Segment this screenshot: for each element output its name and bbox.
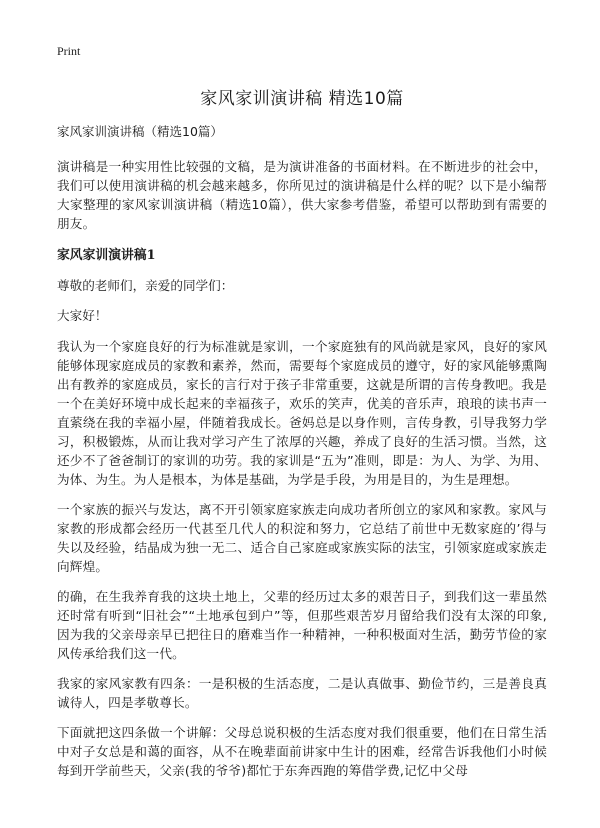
- salutation-line: 大家好！: [57, 308, 108, 323]
- body-paragraph-4: 我家的家风家教有四条：一是积极的生活态度，二是认真做事、勤俭节约，三是善良真诚待人，四是孝敬尊长。: [57, 676, 547, 710]
- body-paragraph-3: 的确，在生我养育我的这块土地上，父辈的经历过太多的艰苦日子，到我们这一辈虽然还时常有听到“旧社会”“土地承包到户”等，但那些艰苦岁月留给我们没有太深的印象,因为我的父亲母亲早已把往日的磨难当作一种精神，一种积极面对生活，勤劳节俭的家风传承给我们这一代。: [57, 589, 547, 661]
- document-subtitle: 家风家训演讲稿（精选10篇）: [57, 124, 223, 139]
- section-heading: 家风家训演讲稿1: [57, 248, 156, 263]
- body-paragraph-5: 下面就把这四条做一个讲解：父母总说积极的生活态度对我们很重要，他们在日常生活中对子女总是和蔼的面容，从不在晚辈面前讲家中生计的困难，经常告诉我他们小时候每到开学前些天，父亲(我的爷爷)都忙于东奔西跑的筹借学费,记忆中父母: [57, 725, 547, 778]
- intro-paragraph: 演讲稿是一种实用性比较强的文稿，是为演讲准备的书面材料。在不断进步的社会中，我们可以使用演讲稿的机会越来越多，你所见过的演讲稿是什么样的呢？以下是小编帮大家整理的家风家训演讲稿（精选10篇），供大家参考借鉴，希望可以帮助到有需要的朋友。: [57, 159, 547, 231]
- body-paragraph-1: 我认为一个家庭良好的行为标准就是家训，一个家庭独有的风尚就是家风，良好的家风能够体现家庭成员的家教和素养，然而，需要每个家庭成员的遵守，好的家风能够熏陶出有教养的家庭成员，家长的言行对于孩子非常重要，这就是所谓的言传身教吧。我是一个在美好环境中成长起来的幸福孩子，欢乐的笑声，优美的音乐声，琅琅的读书声一直萦绕在我的幸福小屋，伴随着我成长。爸妈总是以身作则，言传身教，引导我努力学习，积极锻炼，从而让我对学习产生了浓厚的兴趣，养成了良好的生活习惯。当然，这还少不了爸爸制订的家训的功劳。我的家训是“五为”准则，即是：为人、为学、为用、为体、为生。为人是根本，为体是基础，为学是手段，为用是目的，为生是理想。: [57, 339, 547, 487]
- document-title: 家风家训演讲稿 精选10篇: [200, 89, 404, 109]
- body-paragraph-2: 一个家族的振兴与发达，离不开引领家庭家族走向成功者所创立的家风和家教。家风与家教的形成都会经历一代甚至几代人的积淀和努力，它总结了前世中无数家庭的’得与失以及经验，结晶成为独一无二、适合自己家庭或家族实际的法宝，引领家庭或家族走向辉煌。: [57, 502, 547, 574]
- greeting-line: 尊敬的老师们，亲爱的同学们：: [57, 278, 234, 293]
- print-link[interactable]: Print: [57, 44, 81, 58]
